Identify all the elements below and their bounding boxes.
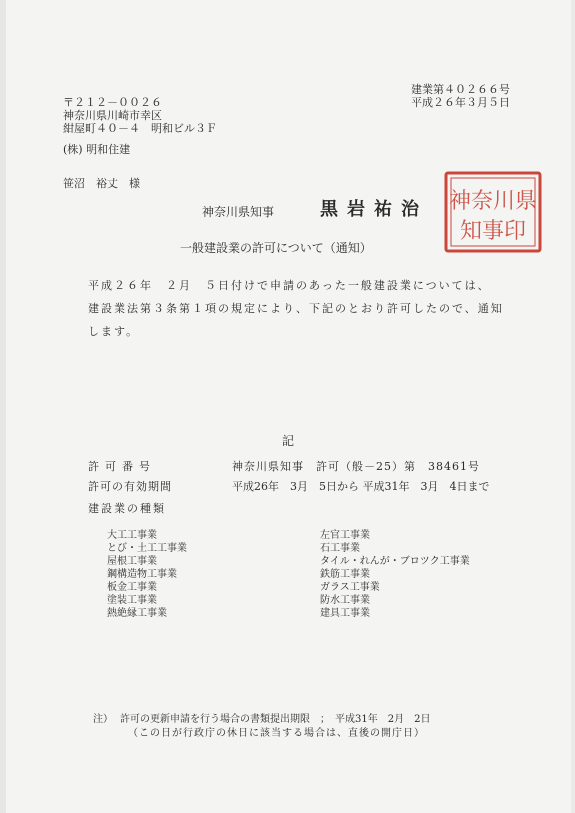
list-item: 防水工事業 xyxy=(320,595,370,606)
list-item: 石工事業 xyxy=(320,543,360,554)
address-line-1: 神奈川県川崎市幸区 xyxy=(63,109,162,122)
note-line-2: （この日が行政庁の休日に該当する場合は、直後の開庁日） xyxy=(128,728,425,739)
list-item: タイル・れんが・ブロツク工事業 xyxy=(320,556,470,567)
note-label: 注） xyxy=(93,714,113,725)
note-line-1: 許可の更新申請を行う場合の書類提出期限 ； 平成31年 2月 2日 xyxy=(120,714,431,725)
company-name: (株) 明和住建 xyxy=(63,143,131,156)
issuer-title: 神奈川県知事 xyxy=(202,205,275,219)
business-types-label: 建設業の種類 xyxy=(88,502,166,515)
list-item: 鉄筋工事業 xyxy=(320,569,370,580)
postal-code: 〒２１２－００２６ xyxy=(63,96,162,109)
scan-edge-left xyxy=(0,0,6,813)
scan-edge-right xyxy=(571,0,575,813)
body-line-2: 建設業法第３条第１項の規定により、下記のとおり許可したので、通知 xyxy=(88,302,504,315)
validity-label: 許可の有効期間 xyxy=(88,480,172,493)
list-item: 建具工事業 xyxy=(320,608,370,619)
seal-text-line-1: 神奈川県 xyxy=(448,189,538,214)
list-item: 熱絶縁工事業 xyxy=(107,608,167,619)
recipient-name: 笹沼 裕丈 様 xyxy=(63,177,140,190)
seal-text-line-2: 知事印 xyxy=(459,219,527,244)
official-seal xyxy=(443,170,543,254)
list-item: 鋼構造物工事業 xyxy=(107,569,177,580)
ki-heading: 記 xyxy=(282,434,295,448)
body-line-1: 平成２６年 ２月 ５日付けで申請のあった一般建設業については、 xyxy=(88,279,491,292)
subject-title: 一般建設業の許可について（通知） xyxy=(180,241,372,255)
list-item: 大工工事業 xyxy=(107,530,157,541)
address-line-2: 紺屋町４０－４ 明和ビル３Ｆ xyxy=(63,122,217,135)
issue-date: 平成２６年３月５日 xyxy=(411,96,510,109)
issuer-name: 黒岩祐治 xyxy=(320,199,428,220)
list-item: 塗装工事業 xyxy=(107,595,157,606)
list-item: 左官工事業 xyxy=(320,530,370,541)
reference-number: 建業第４０２６６号 xyxy=(411,83,510,96)
permit-number-label: 許可番号 xyxy=(88,460,156,473)
list-item: とび・土工工事業 xyxy=(107,543,187,554)
validity-value: 平成26年 3月 5日から 平成31年 3月 4日まで xyxy=(232,480,490,493)
list-item: ガラス工事業 xyxy=(320,582,380,593)
list-item: 板金工事業 xyxy=(107,582,157,593)
body-line-3: します。 xyxy=(88,325,140,338)
permit-number-value: 神奈川県知事 許可（般－25）第 38461号 xyxy=(232,460,480,473)
list-item: 屋根工事業 xyxy=(107,556,157,567)
